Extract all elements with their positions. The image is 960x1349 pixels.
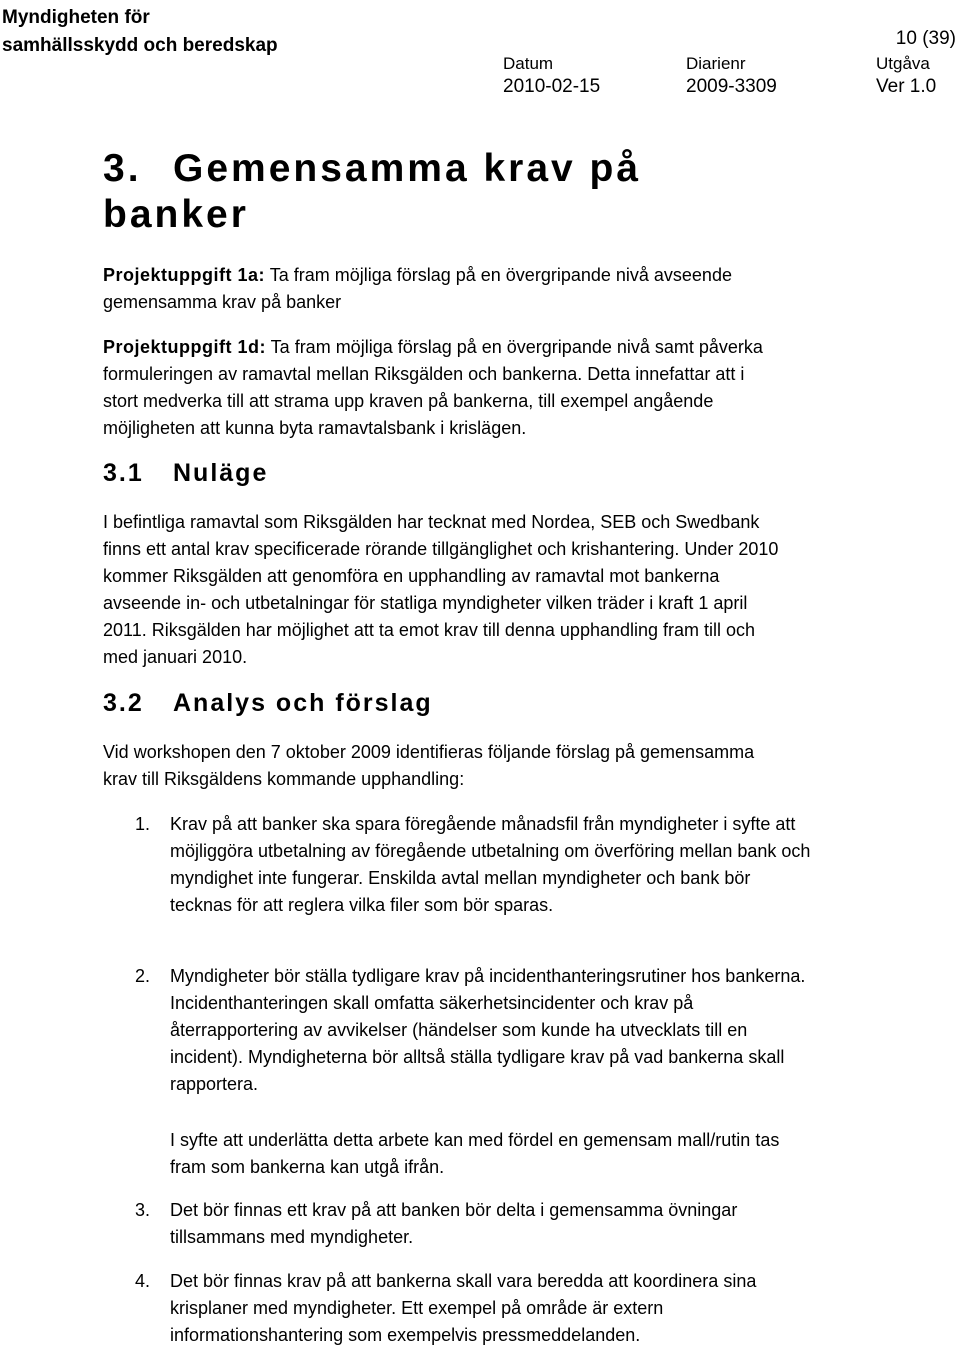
task-1d-label: Projektuppgift 1d: <box>103 337 266 357</box>
section-3-1-heading <box>103 459 268 488</box>
section-3-1-body: I befintliga ramavtal som Riksgälden har tecknat med Nordea, SEB och Swedbank finns ett antal krav specificerade rörande tillgänglighet och krishantering. Under 2010 kommer Riksgälden att genomföra en upphandling av ramavtal mot bankerna avseende in- och utbetalningar för statliga myndigheter vilken träder i kraft 1 april 2011. Riksgälden har möjlighet att ta emot krav till denna upphandling fram till och med januari 2010. <box>103 512 779 667</box>
section-3-2-heading <box>103 689 433 718</box>
list-item <box>135 1268 815 1349</box>
list-item <box>135 811 815 919</box>
org-name-line2: samhällsskydd och beredskap <box>2 35 278 56</box>
ref-label: Diarienr <box>686 54 746 73</box>
list-item-marker: 1. <box>135 814 151 834</box>
list-item-marker: 3. <box>135 1200 151 1220</box>
list-item-text: Krav på att banker ska spara föregående månadsfil från myndigheter i syfte att möjliggöra utbetalning av föregående utbetalning om överföring mellan bank och myndighet inte fungerar. Enskilda avtal mellan myndigheter och bank bör tecknas för att reglera vilka filer som bör sparas. <box>170 814 811 915</box>
list-item <box>135 1197 815 1251</box>
edition-field <box>876 52 936 98</box>
section-3-title: Gemensamma krav på banker <box>103 147 642 236</box>
list-item-marker: 4. <box>135 1271 151 1291</box>
section-3-1-title: Nuläge <box>173 459 269 487</box>
task-1d-text: Ta fram möjliga förslag på en övergripande nivå samt påverka formuleringen av ramavtal mellan Riksgälden och bankerna. Detta innefattar att i stort medverka till att strama upp kraven på bankerna, till exempel angående möjligheten att kunna byta ramavtalsbank i krislägen. <box>103 337 763 438</box>
ref-value: 2009-3309 <box>686 76 777 97</box>
org-name <box>2 4 278 60</box>
ref-field <box>686 52 777 98</box>
task-1a <box>103 262 783 316</box>
task-1a-text: Ta fram möjliga förslag på en övergripande nivå avseende gemensamma krav på banker <box>103 265 732 312</box>
org-name-line1: Myndigheten för <box>2 7 150 28</box>
task-1a-label: Projektuppgift 1a: <box>103 265 266 285</box>
list-item-text: Myndigheter bör ställa tydligare krav på incidenthanteringsrutiner hos bankerna. Incidenthanteringen skall omfatta säkerhetsincidenter och krav på återrapportering av avvikelser (händelser som kunde ha utvecklats till en incident). Myndigheterna bör alltså ställa tydligare krav på vad bankerna skall rapportera. <box>170 966 806 1094</box>
date-field <box>503 52 600 98</box>
section-3-2-intro: Vid workshopen den 7 oktober 2009 identifieras följande förslag på gemensamma krav till Riksgäldens kommande upphandling: <box>103 742 755 789</box>
edition-label: Utgåva <box>876 54 930 73</box>
page-number: 10 (39) <box>895 28 956 49</box>
list-item <box>135 963 815 1098</box>
list-item-text: Det bör finnas ett krav på att banken bör delta i gemensamma övningar tillsammans med myndigheter. <box>170 1200 738 1247</box>
edition-value: Ver 1.0 <box>876 76 937 97</box>
section-3-heading <box>103 146 783 238</box>
section-3-1-number: 3.1 <box>103 459 144 487</box>
section-3-2-title: Analys och förslag <box>173 689 433 717</box>
list-item-text: Det bör finnas krav på att bankerna skall vara beredda att koordinera sina krisplaner med myndigheter. Ett exempel på område är extern informationshantering som exempelvis pressmeddelanden. <box>170 1271 757 1345</box>
date-label: Datum <box>503 54 554 73</box>
task-1d <box>103 334 783 442</box>
section-3-number: 3. <box>103 147 142 190</box>
list-item-marker: 2. <box>135 966 151 986</box>
date-value: 2010-02-15 <box>503 76 601 97</box>
list-note: I syfte att underlätta detta arbete kan med fördel en gemensam mall/rutin tas fram som bankerna kan utgå ifrån. <box>170 1130 780 1177</box>
section-3-2-number: 3.2 <box>103 689 144 717</box>
